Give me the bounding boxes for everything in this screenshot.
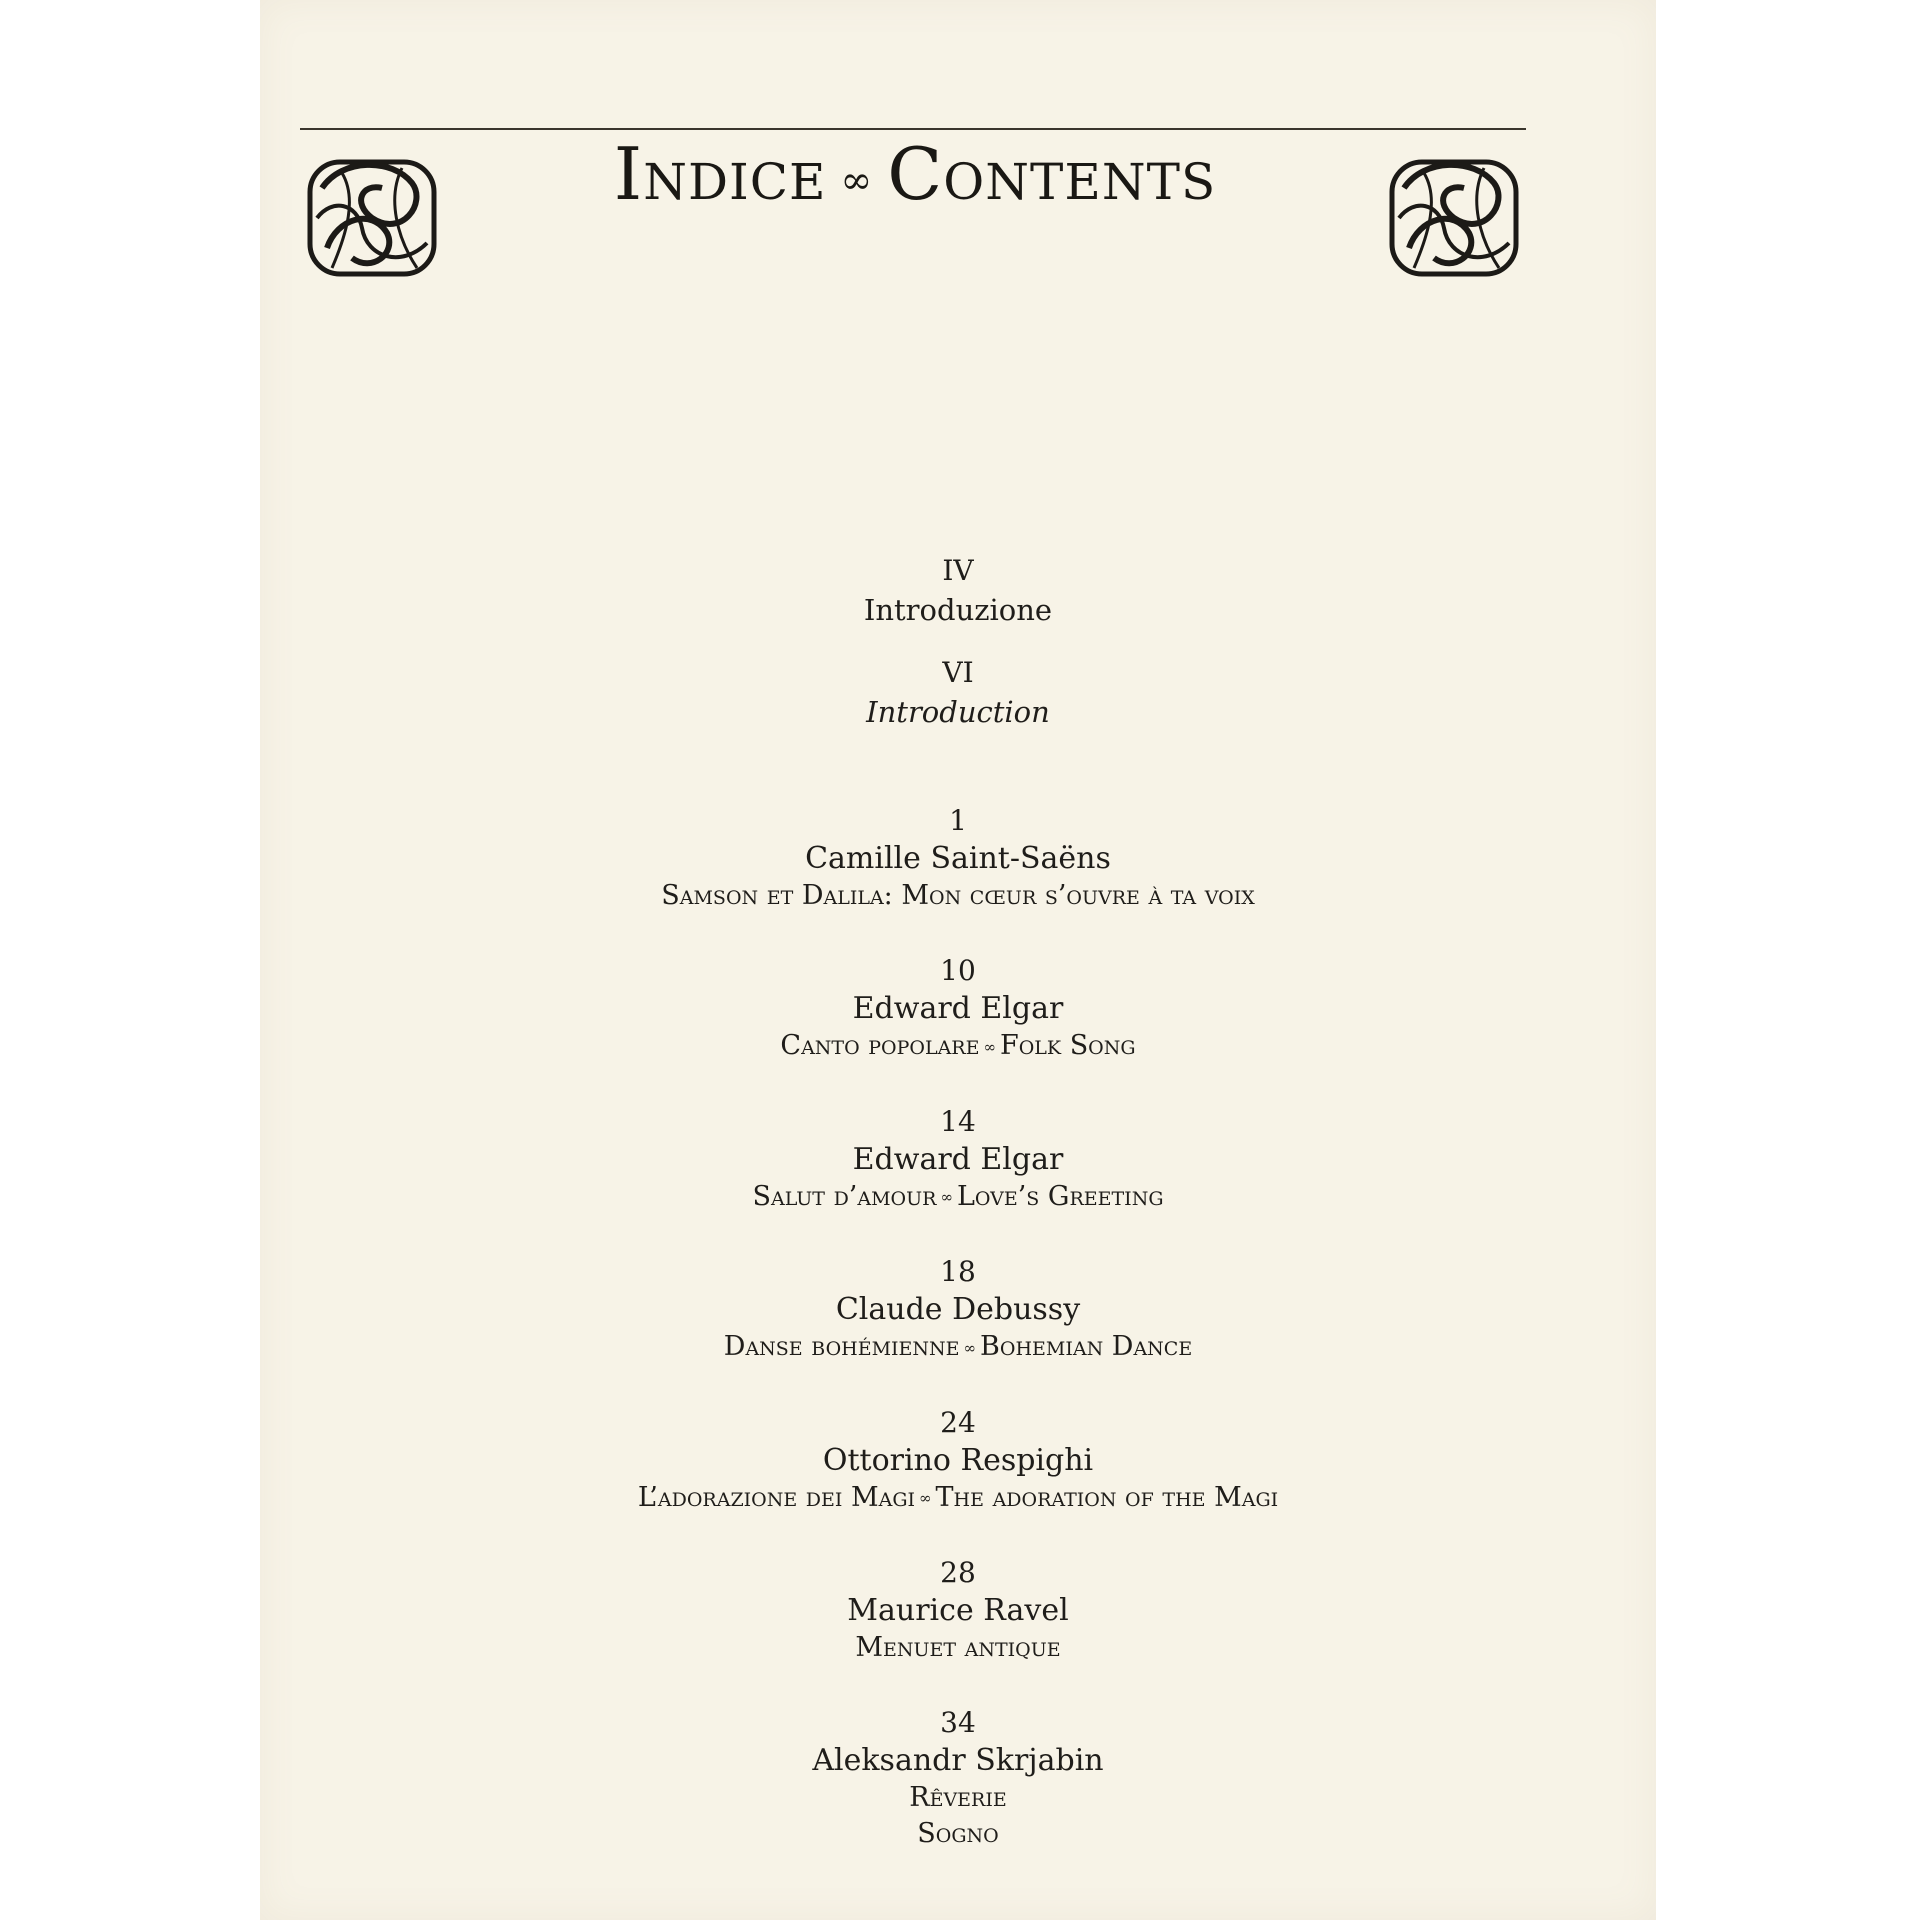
page-number: 34 xyxy=(940,1706,976,1739)
work-title xyxy=(260,1028,1656,1065)
work-title-italian: Sogno xyxy=(917,1818,999,1849)
work-title xyxy=(260,1480,1656,1517)
table-of-contents xyxy=(260,552,1656,1852)
toc-entry[interactable] xyxy=(260,1404,1656,1517)
title-english: Contents xyxy=(887,132,1217,216)
composer-name: Maurice Ravel xyxy=(847,1593,1069,1628)
work-title-english: The adoration of the Magi xyxy=(935,1481,1279,1513)
composer-name: Edward Elgar xyxy=(852,991,1064,1026)
page-title xyxy=(0,132,1830,216)
knot-separator-icon: ∞ xyxy=(919,1489,932,1507)
page-number: 10 xyxy=(940,954,976,987)
work-title-english: Bohemian Dance xyxy=(980,1331,1193,1362)
title-italian: Indice xyxy=(613,132,827,216)
work-title: Samson et Dalila: Mon cœur s’ouvre à ta voix xyxy=(661,880,1255,911)
work-title-french: Danse bohémienne xyxy=(723,1331,960,1362)
page-number: IV xyxy=(942,554,974,587)
composer-name: Ottorino Respighi xyxy=(822,1442,1094,1478)
toc-entry[interactable] xyxy=(260,952,1656,1065)
toc-entry[interactable] xyxy=(260,1704,1656,1852)
toc-intro-italian[interactable] xyxy=(260,552,1656,630)
toc-entry[interactable] xyxy=(260,802,1656,914)
page-number: 1 xyxy=(949,804,967,837)
entry-label: Introduzione xyxy=(863,593,1053,627)
toc-entry[interactable] xyxy=(260,1253,1656,1366)
toc-intro-english[interactable] xyxy=(260,654,1656,732)
composer-name: Aleksandr Skrjabin xyxy=(812,1743,1104,1778)
work-title-french: Salut d’amour xyxy=(752,1180,937,1212)
composer-name: Edward Elgar xyxy=(852,1141,1064,1177)
header-rule xyxy=(300,128,1526,130)
work-title: Rêverie xyxy=(909,1782,1007,1813)
composer-name: Claude Debussy xyxy=(835,1292,1081,1327)
toc-entry[interactable] xyxy=(260,1554,1656,1666)
page-number: 24 xyxy=(940,1405,976,1439)
page-number: VI xyxy=(942,656,974,689)
entry-label: Introduction xyxy=(866,695,1050,729)
page-number: 18 xyxy=(940,1255,976,1288)
knot-separator-icon: ∞ xyxy=(963,1338,977,1357)
work-title: Menuet antique xyxy=(855,1632,1061,1663)
work-title xyxy=(260,1179,1656,1216)
page-number: 28 xyxy=(940,1556,976,1589)
work-title-italian: Canto popolare xyxy=(780,1030,980,1061)
composer-name: Camille Saint-Saëns xyxy=(805,841,1111,876)
page-number: 14 xyxy=(940,1104,976,1138)
knot-separator-icon: ∞ xyxy=(940,1188,953,1206)
knot-separator-icon: ∞ xyxy=(983,1037,996,1056)
work-title-english: Love’s Greeting xyxy=(956,1180,1164,1212)
work-title-italian: L’adorazione dei Magi xyxy=(637,1481,916,1513)
work-title xyxy=(260,1329,1656,1366)
work-title-english: Folk Song xyxy=(999,1030,1136,1061)
toc-entry[interactable] xyxy=(260,1103,1656,1216)
knot-separator-icon: ∞ xyxy=(840,158,874,202)
